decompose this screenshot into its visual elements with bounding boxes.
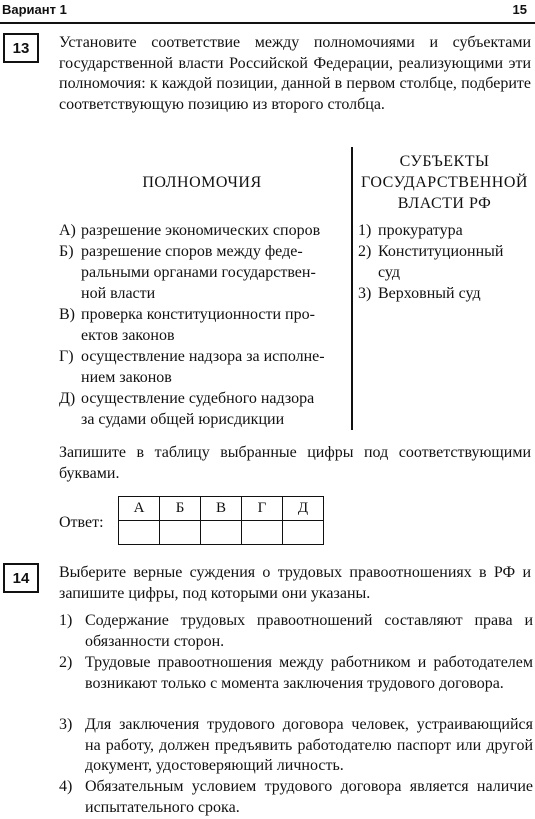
subject-item-1 [358, 220, 533, 241]
answer-cell-d[interactable] [283, 521, 324, 545]
item-marker: Д) [59, 390, 76, 407]
power-item-g [59, 346, 349, 388]
statement-marker: 3) [59, 716, 73, 733]
answer-cell-v[interactable] [201, 521, 242, 545]
power-item-v [59, 304, 349, 346]
statement-1 [59, 611, 533, 652]
statement-text: Обязательным условием трудового договора является наличие испытательного срока. [85, 778, 533, 816]
statement-marker: 1) [59, 612, 73, 629]
item-marker: 1) [358, 222, 372, 239]
page-number: 15 [512, 2, 527, 17]
item-line: ной власти [81, 285, 156, 302]
item-line: разрешение экономических споров [81, 222, 321, 239]
subjects-heading-line: СУБЪЕКТЫ [399, 153, 490, 170]
item-line: прокуратура [378, 222, 463, 239]
item-line: проверка конституционности про- [81, 306, 315, 323]
answer-input-row [119, 521, 324, 545]
statement-3 [59, 715, 533, 777]
item-marker: В) [59, 306, 75, 323]
answer-cell-b[interactable] [160, 521, 201, 545]
power-item-b [59, 241, 349, 304]
item-marker: 2) [358, 243, 372, 260]
item-line: Верховный суд [378, 285, 481, 302]
subject-item-3 [358, 283, 533, 304]
answer-column-g: Г [242, 497, 283, 521]
statement-2 [59, 653, 533, 694]
item-line: Конституционный [378, 243, 504, 260]
item-line: осуществление надзора за исполне- [81, 348, 325, 365]
item-marker: 3) [358, 285, 372, 302]
question-13-instruction: Запишите в таблицу выбранные цифры под соответствующими буквами. [59, 444, 531, 482]
question-14-number: 14 [3, 563, 39, 593]
power-item-a [59, 220, 349, 241]
item-line: ектов законов [81, 327, 175, 344]
statement-text: Содержание трудовых правоотношений составляют права и обязанности сторон. [85, 612, 533, 650]
statement-marker: 2) [59, 654, 73, 671]
answer-column-b: Б [160, 497, 201, 521]
page-header [0, 0, 535, 24]
power-item-d [59, 388, 349, 430]
item-line: суд [378, 264, 401, 281]
answer-column-d: Д [283, 497, 324, 521]
answer-table [118, 496, 324, 545]
subject-item-2 [358, 241, 533, 283]
item-line: осуществление судебного надзора [81, 390, 315, 407]
answer-column-a: А [119, 497, 160, 521]
item-line: ральными органами государствен- [81, 264, 316, 281]
item-line: нием законов [81, 369, 172, 386]
question-14-prompt: Выберите верные суждения о трудовых правоотношениях в РФ и запишите цифры, под которыми они указаны. [59, 564, 531, 602]
question-13-prompt: Установите соответствие между полномочиями и субъектами государственной власти Российской Федерации, реализующими эти полномочия: к каждой позиции, данной в первом столбце, подберите соответствующую позицию из второго столбца. [59, 34, 531, 113]
statement-marker: 4) [59, 778, 73, 795]
answer-header-row [119, 497, 324, 521]
answer-cell-a[interactable] [119, 521, 160, 545]
subjects-heading-line: ВЛАСТИ РФ [397, 195, 492, 212]
subjects-heading-line: ГОСУДАРСТВЕННОЙ [361, 174, 528, 191]
question-13-number: 13 [3, 33, 39, 63]
column-divider [351, 147, 353, 430]
item-marker: Г) [59, 348, 74, 365]
item-marker: Б) [59, 243, 74, 260]
item-line: разрешение споров между феде- [81, 243, 303, 260]
column-heading-subjects [354, 151, 535, 214]
answer-column-v: В [201, 497, 242, 521]
statement-text: Трудовые правоотношения между работником и работодателем возникают только с момента заключения трудового договора. [85, 654, 533, 692]
variant-label: Вариант 1 [2, 2, 67, 17]
statement-4 [59, 777, 533, 818]
item-line: за судами общей юрисдикции [81, 411, 285, 428]
answer-label: Ответ: [59, 514, 104, 531]
column-heading-powers: ПОЛНОМОЧИЯ [142, 174, 262, 191]
answer-cell-g[interactable] [242, 521, 283, 545]
statement-text: Для заключения трудового договора человек, устраивающийся на работу, должен предъявить работодателю паспорт или другой документ, удостоверяющий личность. [85, 716, 533, 774]
item-marker: А) [59, 222, 76, 239]
